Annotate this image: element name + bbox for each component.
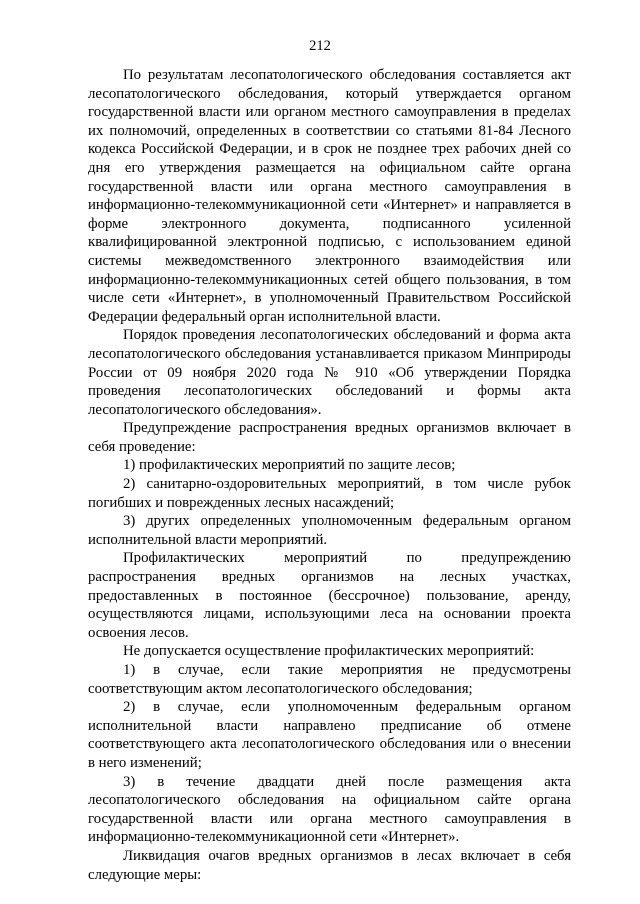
paragraph: По результатам лесопатологического обследования составляется акт лесопатологического обследования, который утверждается органом государственной власти или органом местного самоуправления в пределах их полномочий, определенных в соответствии со статьями 81-84 Лесного кодекса Российской Федерации, и в срок не позднее трех рабочих дней со дня его утверждения размещается на официальном сайте органа государственной власти или органа местного самоуправления в информационно-телекоммуникационной сети «Интернет» и направляется в форме электронного документа, подписанного усиленной квалифицированной электронной подписью, с использованием единой системы межведомственного электронного взаимодействия или информационно-телекоммуникационных сетей общего пользования, в том числе сети «Интернет», в уполномоченный Правительством Российской Федерации федеральный орган исполнительной власти. [88, 67, 571, 325]
list-item: 1) в случае, если такие мероприятия не предусмотрены соответствующим актом лесопатологического обследования; [88, 662, 571, 697]
list-item: 3) других определенных уполномоченным федеральным органом исполнительной власти мероприятий. [88, 513, 571, 548]
page-number: 212 [309, 38, 331, 54]
paragraph: Не допускается осуществление профилактических мероприятий: [123, 643, 535, 660]
list-item: 3) в течение двадцати дней после размещения акта лесопатологического обследования на официальном сайте органа государственной власти или органа местного самоуправления в информационно-телекоммуникационной сети «Интернет». [88, 773, 571, 846]
paragraph: Предупреждение распространения вредных организмов включает в себя проведение: [88, 420, 571, 455]
paragraph: Порядок проведения лесопатологических обследований и форма акта лесопатологического обследования устанавливается приказом Минприроды России от 09 ноября 2020 года № 910 «Об утверждении Порядка проведения лесопатологических обследований и формы акта лесопатологического обследования». [88, 327, 571, 418]
paragraph: Профилактических мероприятий по предупреждению распространения вредных организмов на лесных участках, предоставленных в постоянное (бессрочное) пользование, аренду, осуществляются лицами, использующими леса на основании проекта освоения лесов. [88, 550, 571, 641]
list-item: 2) в случае, если уполномоченным федеральным органом исполнительной власти направлено предписание об отмене соответствующего акта лесопатологического обследования или о внесении в него изменений; [88, 699, 571, 771]
paragraph: Ликвидация очагов вредных организмов в лесах включает в себя следующие меры: [88, 847, 571, 883]
document-body [88, 66, 571, 884]
list-item: 1) профилактических мероприятий по защите лесов; [123, 457, 456, 474]
list-item: 2) санитарно-оздоровительных мероприятий, в том числе рубок погибших и поврежденных лесных насаждений; [88, 476, 571, 511]
